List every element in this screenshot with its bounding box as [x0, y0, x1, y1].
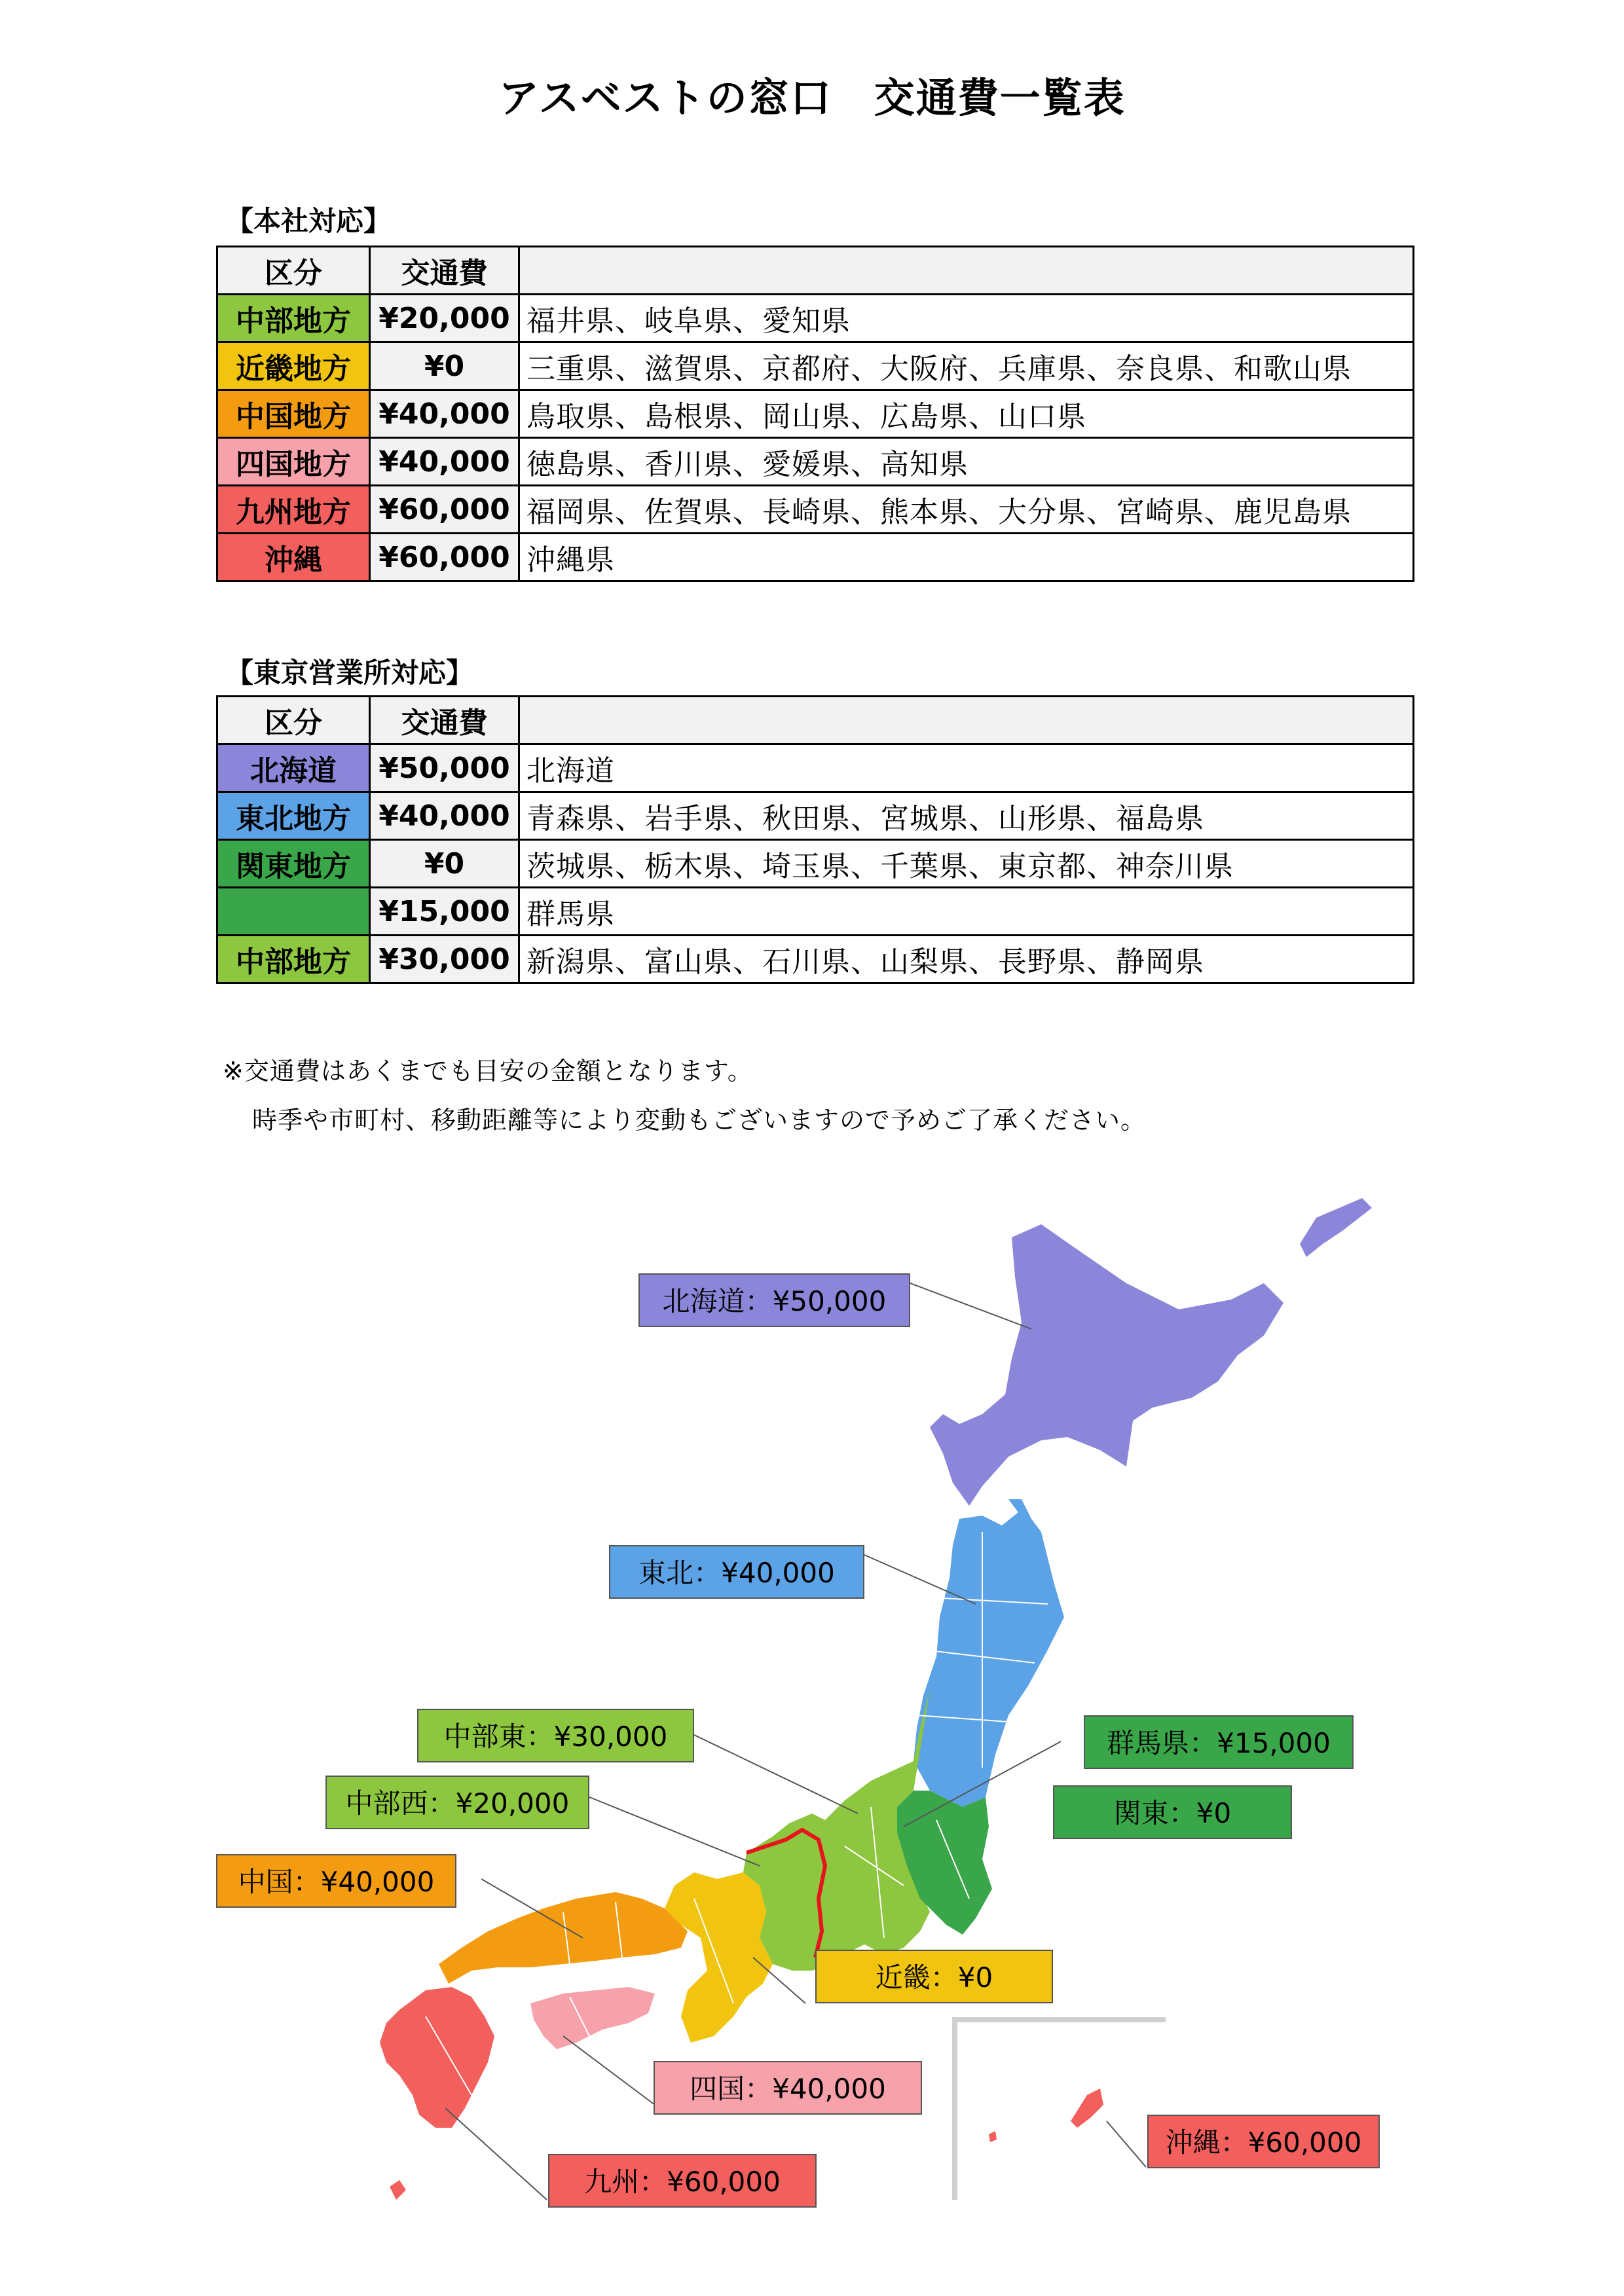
- map-label-kyushu: 九州：¥60,000: [548, 2154, 817, 2208]
- note-line-1: ※交通費はあくまでも目安の金額となります。: [223, 1057, 753, 1085]
- fee-cell: ¥60,000: [370, 486, 519, 534]
- header-category: 区分: [217, 247, 370, 295]
- region-cell: 四国地方: [217, 438, 370, 486]
- prefectures-cell: 青森県、岩手県、秋田県、宮城県、山形県、福島県: [519, 792, 1414, 840]
- map-label-shikoku: 四国：¥40,000: [654, 2061, 922, 2115]
- section-label-headquarters: 【本社対応】: [226, 205, 392, 237]
- region-cell: 中部地方: [217, 936, 370, 983]
- header-fee: 交通費: [370, 247, 519, 295]
- prefectures-cell: 福岡県、佐賀県、長崎県、熊本県、大分県、宮崎県、鹿児島県: [519, 486, 1414, 534]
- map-label-chugoku: 中国：¥40,000: [216, 1854, 456, 1908]
- fee-cell: ¥40,000: [370, 390, 519, 438]
- section-label-tokyo: 【東京営業所対応】: [226, 657, 474, 689]
- okinawa-inset-frame: [955, 2020, 1166, 2200]
- fee-cell: ¥50,000: [370, 744, 519, 792]
- map-island-kyushu-south: [390, 2180, 406, 2200]
- note-line-2: 時季や市町村、移動距離等により変動もございますので予めご了承ください。: [252, 1106, 1147, 1135]
- map-label-tohoku: 東北：¥40,000: [609, 1545, 864, 1599]
- map-island-hokkaido-east: [1300, 1198, 1372, 1257]
- prefectures-cell: 鳥取県、島根県、岡山県、広島県、山口県: [519, 390, 1414, 438]
- fee-cell: ¥40,000: [370, 438, 519, 486]
- map-label-okinawa: 沖縄：¥60,000: [1147, 2115, 1380, 2168]
- region-cell: 関東地方: [217, 840, 370, 888]
- region-cell: 近畿地方: [217, 342, 370, 390]
- region-cell: 中部地方: [217, 295, 370, 342]
- page-title: アスベストの窓口 交通費一覧表: [498, 74, 1126, 122]
- prefectures-cell: 北海道: [519, 744, 1414, 792]
- map-region-okinawa: [1071, 2088, 1103, 2128]
- map-region-tohoku: [913, 1499, 1064, 1807]
- header-category: 区分: [217, 697, 370, 744]
- map-region-kyushu: [380, 1987, 494, 2128]
- prefectures-cell: 茨城県、栃木県、埼玉県、千葉県、東京都、神奈川県: [519, 840, 1414, 888]
- map-label-chubu-west: 中部西：¥20,000: [325, 1776, 589, 1829]
- map-region-shikoku: [530, 1987, 655, 2049]
- fee-cell: ¥0: [370, 840, 519, 888]
- map-region-kinki: [665, 1872, 773, 2043]
- region-cell: 北海道: [217, 744, 370, 792]
- prefectures-cell: 徳島県、香川県、愛媛県、高知県: [519, 438, 1414, 486]
- map-region-hokkaido: [930, 1224, 1283, 1506]
- prefectures-cell: 三重県、滋賀県、京都府、大阪府、兵庫県、奈良県、和歌山県: [519, 342, 1414, 390]
- region-cell: 東北地方: [217, 792, 370, 840]
- map-label-kinki: 近畿：¥0: [815, 1950, 1053, 2003]
- region-cell: 中国地方: [217, 390, 370, 438]
- fee-cell: ¥20,000: [370, 295, 519, 342]
- fee-cell: ¥0: [370, 342, 519, 390]
- map-label-hokkaido: 北海道：¥50,000: [638, 1273, 910, 1327]
- map-label-gunma: 群馬県：¥15,000: [1084, 1715, 1354, 1769]
- map-label-chubu-east: 中部東：¥30,000: [417, 1709, 694, 1762]
- prefectures-cell: 新潟県、富山県、石川県、山梨県、長野県、静岡県: [519, 936, 1414, 983]
- region-cell: 沖縄: [217, 534, 370, 581]
- prefectures-cell: 群馬県: [519, 888, 1414, 936]
- header-fee: 交通費: [370, 697, 519, 744]
- region-cell: 九州地方: [217, 486, 370, 534]
- fee-cell: ¥60,000: [370, 534, 519, 581]
- fee-cell: ¥15,000: [370, 888, 519, 936]
- map-island-okinawa-small: [989, 2131, 997, 2142]
- map-label-kanto: 関東：¥0: [1053, 1785, 1292, 1839]
- fee-cell: ¥40,000: [370, 792, 519, 840]
- fee-cell: ¥30,000: [370, 936, 519, 983]
- prefectures-cell: 沖縄県: [519, 534, 1414, 581]
- prefectures-cell: 福井県、岐阜県、愛知県: [519, 295, 1414, 342]
- map-region-chugoku: [439, 1892, 688, 1984]
